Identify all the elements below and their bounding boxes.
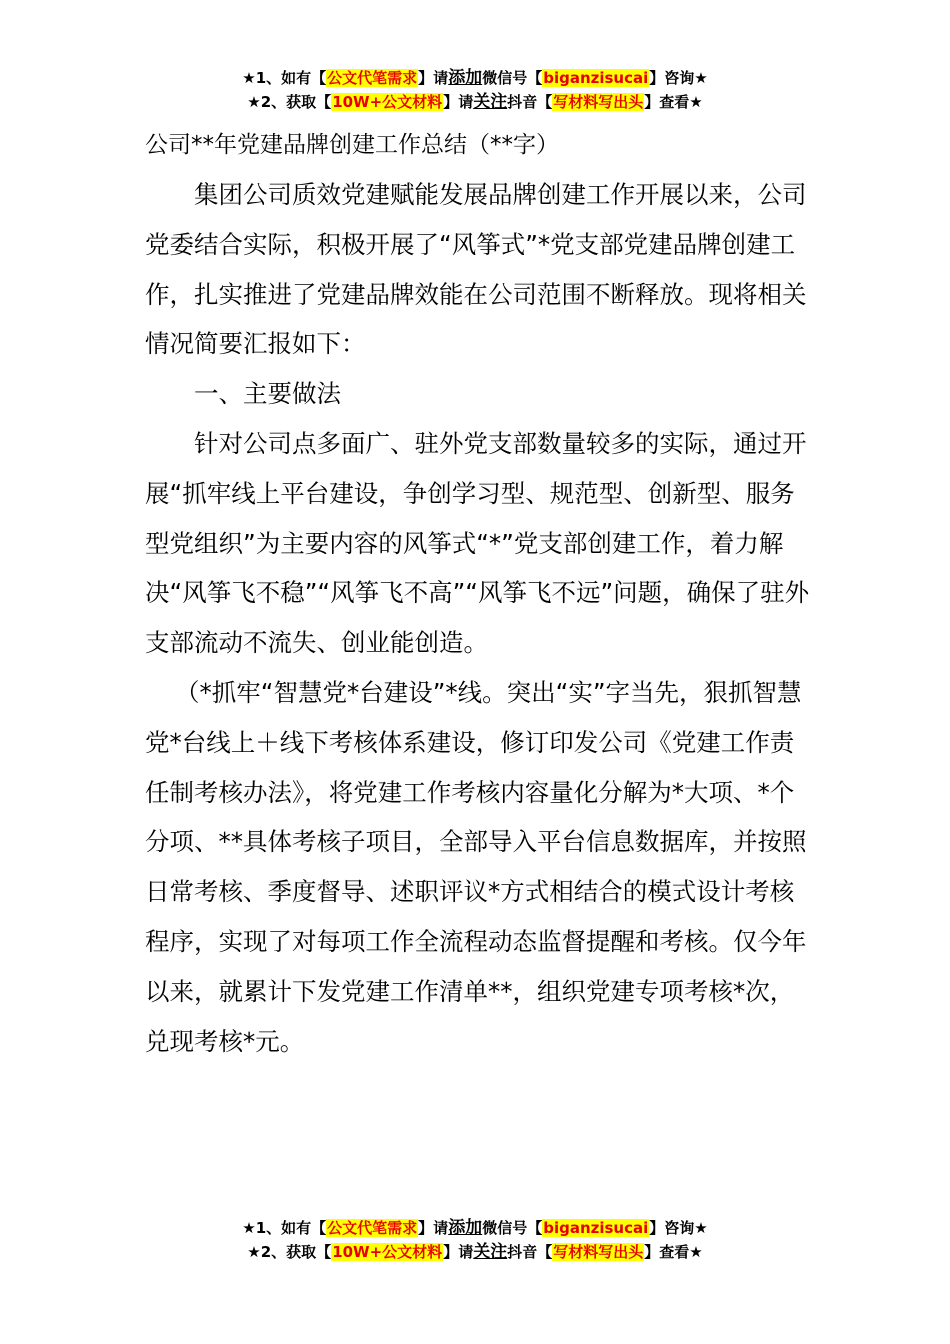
promo-highlight: 公文代笔需求 (327, 69, 418, 87)
promo-highlight: 公文代笔需求 (327, 1219, 418, 1237)
promo-text: 】请 (443, 93, 474, 111)
paragraph-intro: 集团公司质效党建赋能发展品牌创建工作开展以来，公司党委结合实际，积极开展了“风筝式”*党支部党建品牌创建工作，扎实推进了党建品牌效能在公司范围不断释放。现将相关情况简要汇报如下： (145, 180, 807, 359)
promo-text: 】请 (418, 1219, 449, 1237)
promo-emphasis: 关注 (473, 92, 508, 112)
document-body (145, 170, 815, 1066)
promo-text: 微信号【 (482, 69, 543, 87)
promo-highlight: biganzisucai (543, 69, 649, 87)
promo-text: 微信号【 (482, 1219, 543, 1237)
promo-line-2 (0, 90, 950, 114)
promo-highlight: 写材料写出头 (553, 93, 644, 111)
promo-highlight: biganzisucai (543, 1219, 649, 1237)
promo-line-1 (0, 1216, 950, 1240)
document-title: 公司**年党建品牌创建工作总结（**字） (145, 132, 559, 158)
promo-text: ★1、如有【 (242, 1219, 327, 1237)
promo-text: ★2、获取【 (247, 93, 332, 111)
promo-text: 抖音【 (507, 1243, 553, 1261)
section-heading: 一、主要做法 (194, 379, 341, 409)
promo-text: 】咨询★ (649, 69, 708, 87)
promo-text: 】查看★ (644, 1243, 703, 1261)
paragraph-platform: （*抓牢“智慧党*台建设”*线。突出“实”字当先，狠抓智慧党*台线上＋线下考核体系建设，修订印发公司《党建工作责任制考核办法》，将党建工作考核内容量化分解为*大项、*个分项、**具体考核子项目，全部导入平台信息数据库，并按照日常考核、季度督导、述职评议*方式相结合的模式设计考核程序，实现了对每项工作全流程动态监督提醒和考核。仅今年以来，就累计下发党建工作清单**，组织党建专项考核*次，兑现考核*元。 (145, 677, 807, 1056)
promo-emphasis: 添加 (448, 68, 483, 88)
promo-text: ★2、获取【 (247, 1243, 332, 1261)
promo-text: 】请 (443, 1243, 474, 1261)
promo-text: 抖音【 (507, 93, 553, 111)
promo-highlight: 写材料写出头 (553, 1243, 644, 1261)
paragraph-approach: 针对公司点多面广、驻外党支部数量较多的实际，通过开展“抓牢线上平台建设，争创学习型、规范型、创新型、服务型党组织”为主要内容的风筝式“*”党支部创建工作，着力解决“风筝飞不稳”“风筝飞不高”“风筝飞不远”问题，确保了驻外支部流动不流失、创业能创造。 (145, 428, 810, 658)
promo-banner-top (0, 66, 950, 114)
promo-text: 】查看★ (644, 93, 703, 111)
promo-text: ★1、如有【 (242, 69, 327, 87)
promo-line-2 (0, 1240, 950, 1264)
promo-emphasis: 添加 (448, 1218, 483, 1238)
promo-banner-bottom (0, 1216, 950, 1264)
promo-line-1 (0, 66, 950, 90)
promo-text: 】请 (418, 69, 449, 87)
promo-emphasis: 关注 (473, 1242, 508, 1262)
promo-highlight: 10W+公文材料 (332, 93, 443, 111)
promo-text: 】咨询★ (649, 1219, 708, 1237)
promo-highlight: 10W+公文材料 (332, 1243, 443, 1261)
